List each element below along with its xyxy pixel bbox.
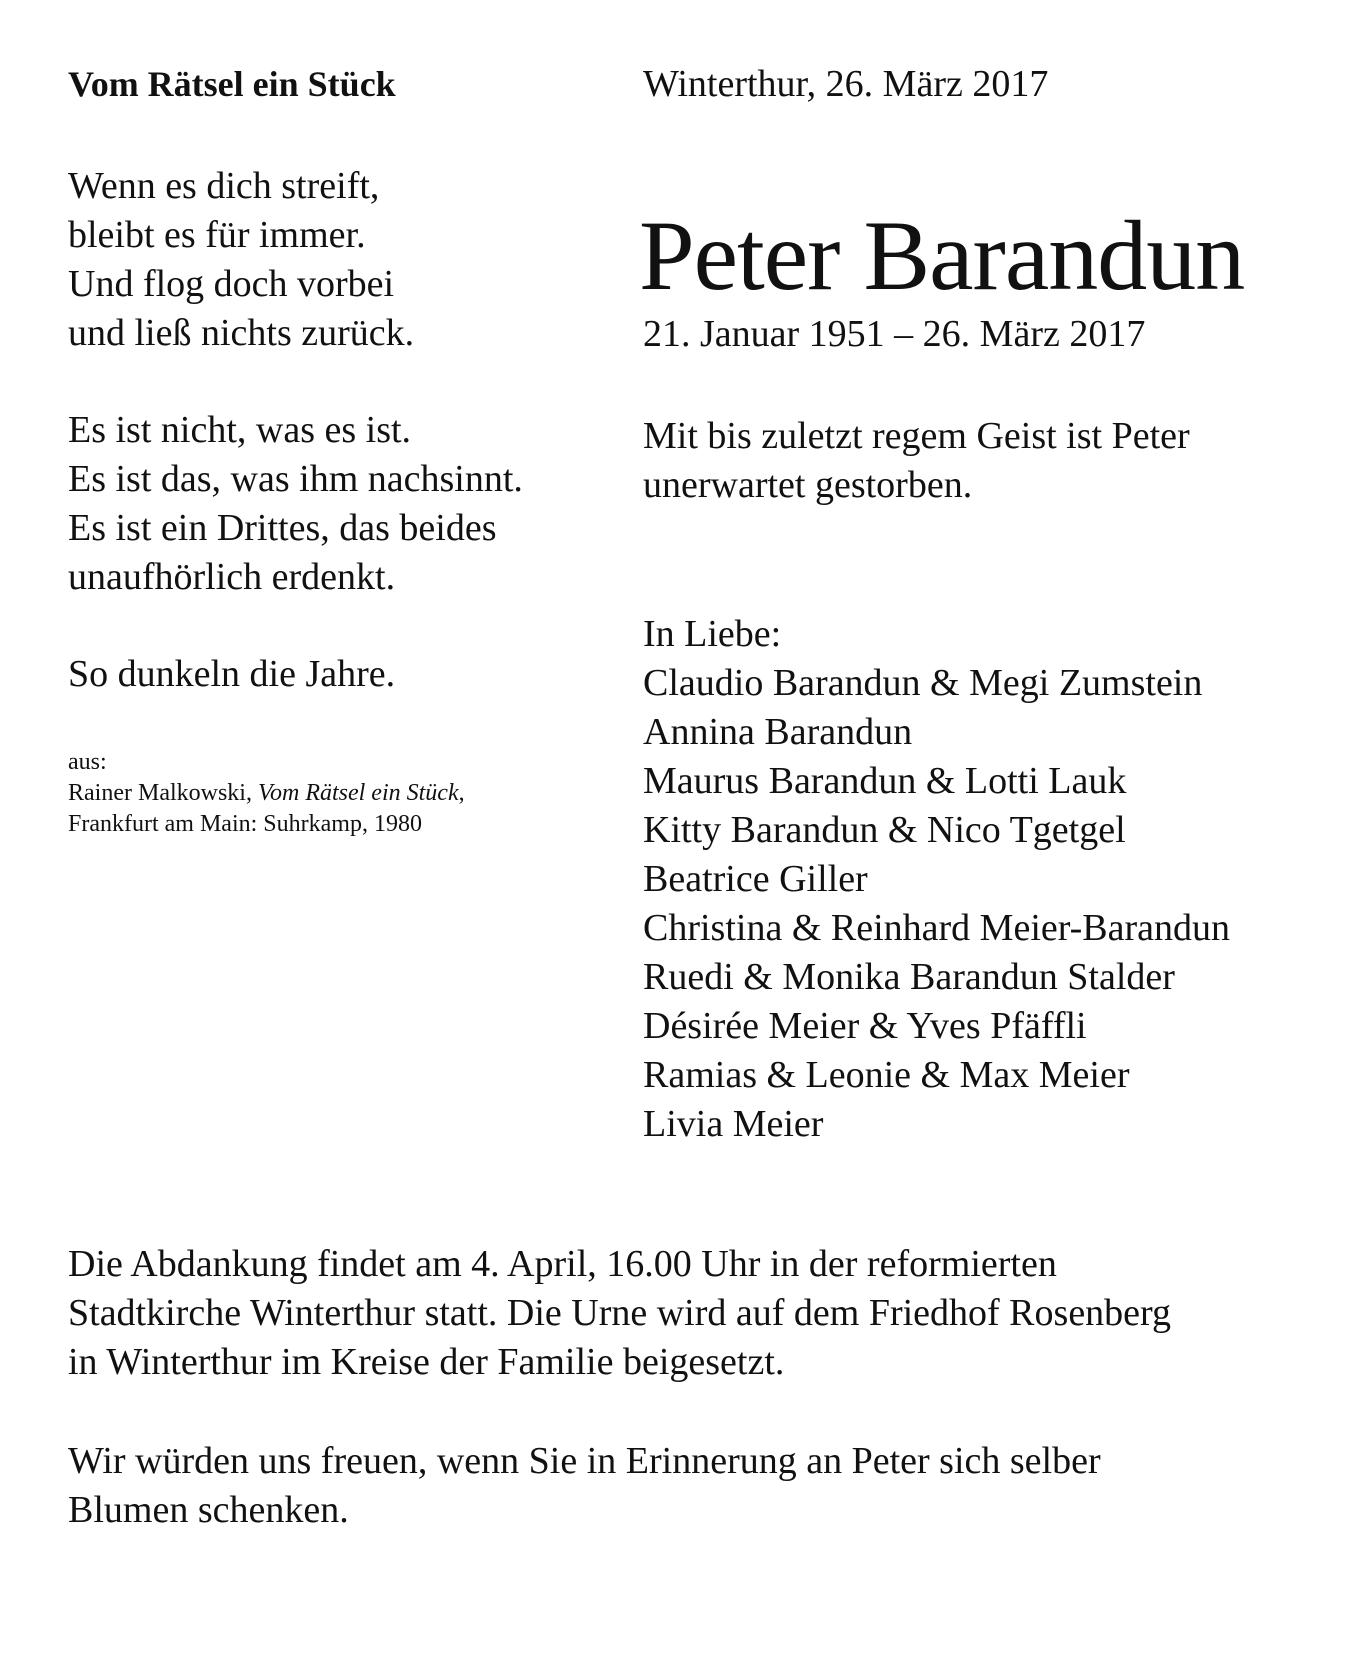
funeral-line: in Winterthur im Kreise der Familie beigesetzt.	[68, 1341, 785, 1383]
lifespan-dates: 21. Januar 1951 – 26. März 2017	[643, 313, 1146, 355]
poem-line: und ließ nichts zurück.	[68, 312, 415, 354]
death-message	[643, 412, 1323, 510]
source-citation	[68, 778, 628, 809]
poem-line: Und flog doch vorbei	[68, 263, 395, 305]
poem-line: unaufhörlich erdenkt.	[68, 556, 396, 598]
poem-stanza	[68, 406, 628, 602]
poem-line: Wenn es dich streift,	[68, 165, 380, 207]
notice-column	[639, 62, 1323, 1149]
mourner-entry: Claudio Barandun & Megi Zumstein	[643, 662, 1203, 704]
message-line: Mit bis zuletzt regem Geist ist Peter	[643, 415, 1190, 457]
flowers-request	[68, 1437, 1328, 1535]
mourner-entry: Livia Meier	[643, 1103, 824, 1145]
source-publisher: Frankfurt am Main: Suhrkamp, 1980	[68, 811, 422, 837]
mourner-entry: Christina & Reinhard Meier-Barandun	[643, 907, 1231, 949]
source-author: Rainer Malkowski,	[68, 780, 258, 806]
mourner-entry: Kitty Barandun & Nico Tgetgel	[643, 809, 1126, 851]
mourner-entry: Ramias & Leonie & Max Meier	[643, 1054, 1130, 1096]
footer-notes	[68, 1240, 1328, 1585]
poem-line: Es ist nicht, was es ist.	[68, 409, 412, 451]
poem-stanza	[68, 650, 628, 699]
poem-stanza	[68, 162, 628, 358]
place-date: Winterthur, 26. März 2017	[643, 63, 1049, 105]
mourner-entry: Ruedi & Monika Barandun Stalder	[643, 956, 1175, 998]
source-prefix: aus:	[68, 749, 107, 775]
poem-line: Es ist das, was ihm nachsinnt.	[68, 458, 523, 500]
source-work: Vom Rätsel ein Stück	[257, 780, 459, 806]
mourners-heading: In Liebe:	[643, 613, 782, 655]
poem-line: So dunkeln die Jahre.	[68, 653, 396, 695]
funeral-line: Die Abdankung findet am 4. April, 16.00 Uhr in der reformierten	[68, 1243, 1057, 1285]
flowers-line: Blumen schenken.	[68, 1489, 349, 1531]
poem-line: bleibt es für immer.	[68, 214, 366, 256]
flowers-line: Wir würden uns freuen, wenn Sie in Erinnerung an Peter sich selber	[68, 1440, 1101, 1482]
mourners-list	[643, 610, 1323, 1149]
mourner-entry: Maurus Barandun & Lotti Lauk	[643, 760, 1127, 802]
poem-column	[68, 62, 628, 840]
poem-line: Es ist ein Drittes, das beides	[68, 507, 497, 549]
deceased-name: Peter Barandun	[639, 200, 1245, 311]
mourner-entry: Désirée Meier & Yves Pfäffli	[643, 1005, 1087, 1047]
funeral-line: Stadtkirche Winterthur statt. Die Urne wird auf dem Friedhof Rosenberg	[68, 1292, 1172, 1334]
mourner-entry: Beatrice Giller	[643, 858, 868, 900]
message-line: unerwartet gestorben.	[643, 464, 973, 506]
funeral-info	[68, 1240, 1328, 1387]
source-comma: ,	[458, 780, 465, 806]
poem-source	[68, 747, 628, 840]
mourner-entry: Annina Barandun	[643, 711, 913, 753]
poem-title: Vom Rätsel ein Stück	[68, 64, 396, 104]
